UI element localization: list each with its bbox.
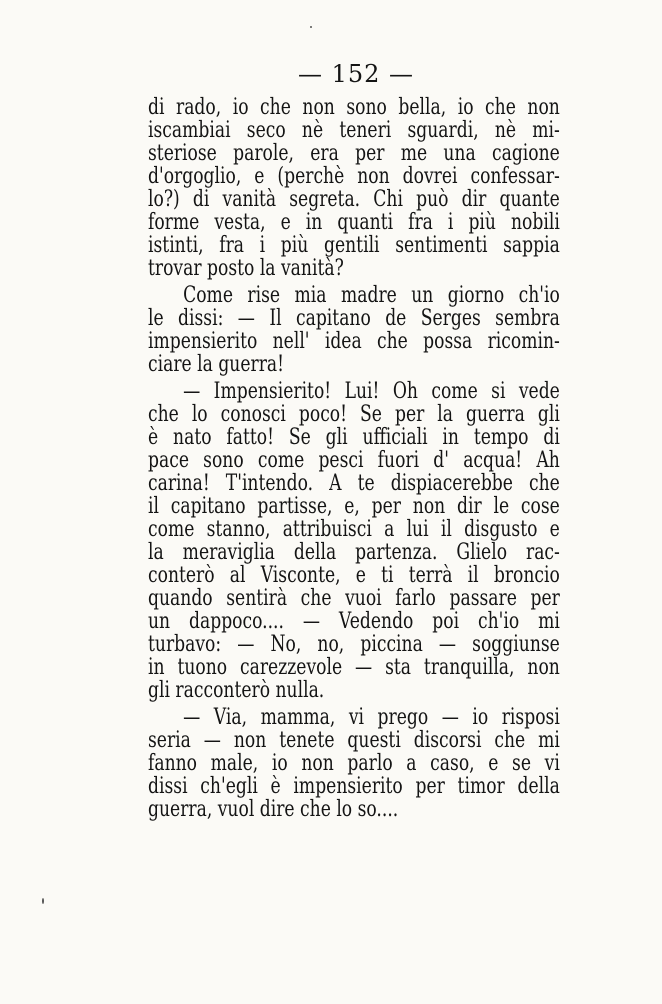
text-line: è nato fatto! Se gli ufficiali in tempo di <box>148 425 560 450</box>
text-line: guerra, vuol dire che lo so.... <box>148 797 399 822</box>
text-line: iscambiai seco nè teneri sguardi, nè mi- <box>148 118 560 143</box>
text-line: gli racconterò nulla. <box>148 678 325 703</box>
text-line: impensierito nell' idea che possa ricomin- <box>148 329 560 354</box>
text-line: come stanno, attribuisci a lui il disgusto e <box>148 517 560 542</box>
text-line: un dappoco.... — Vedendo poi ch'io mi <box>148 609 560 634</box>
text-line: Come rise mia madre un giorno ch'io <box>183 283 560 308</box>
text-line: lo?) di vanità segreta. Chi può dir quante <box>148 187 560 212</box>
body-text <box>148 96 560 821</box>
text-line: le dissi: — Il capitano de Serges sembra <box>148 306 560 331</box>
text-line: ciare la guerra! <box>148 352 285 377</box>
text-line: il capitano partisse, e, per non dir le cose <box>148 494 560 519</box>
text-line: che lo conosci poco! Se per la guerra gli <box>148 402 560 427</box>
page-number: — 152 — <box>297 60 415 88</box>
text-line: steriose parole, era per me una cagione <box>148 141 560 166</box>
text-line: trovar posto la vanità? <box>148 256 344 281</box>
text-line: in tuono carezzevole — sta tranquilla, non <box>148 655 560 680</box>
text-line: — Impensierito! Lui! Oh come si vede <box>183 379 560 404</box>
text-line: fanno male, io non parlo a caso, e se vi <box>148 751 560 776</box>
text-line: la meraviglia della partenza. Glielo rac- <box>148 540 560 565</box>
text-line: d'orgoglio, e (perchè non dovrei confessar- <box>148 164 560 189</box>
text-line: carina! T'intendo. A te dispiacerebbe che <box>148 471 560 496</box>
text-line: pace sono come pesci fuori d' acqua! Ah <box>148 448 560 473</box>
text-line: — Via, mamma, vi prego — io risposi <box>183 705 560 730</box>
text-line: forme vesta, e in quanti fra i più nobili <box>148 210 560 235</box>
text-line: seria — non tenete questi discorsi che mi <box>148 728 560 753</box>
print-speck <box>42 898 44 904</box>
text-line: dissi ch'egli è impensierito per timor della <box>148 774 560 799</box>
text-line: turbavo: — No, no, piccina — soggiunse <box>148 632 560 657</box>
print-speck <box>310 26 312 28</box>
text-line: conterò al Visconte, e ti terrà il broncio <box>148 563 560 588</box>
text-line: quando sentirà che vuoi farlo passare per <box>148 586 560 611</box>
text-line: istinti, fra i più gentili sentimenti sappia <box>148 233 560 258</box>
text-line: di rado, io che non sono bella, io che non <box>148 95 560 120</box>
